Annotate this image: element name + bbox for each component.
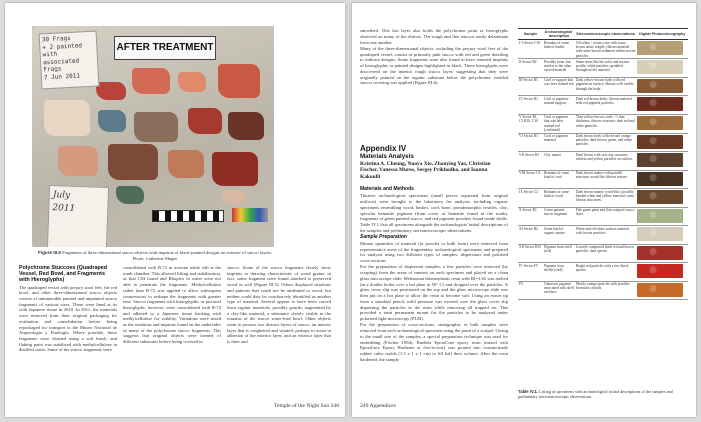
table-cell-sample: V Sector B1, C3 B10, C10	[518, 114, 543, 133]
table-cell-sample: XI Sector B2	[518, 226, 543, 245]
table-row	[518, 207, 688, 226]
table-cell-sample: IX Sector C2	[518, 189, 543, 208]
table-cell-photo	[636, 152, 688, 171]
book-gutter	[347, 3, 350, 417]
appendix-subtitle: Materials Analysis	[360, 153, 414, 160]
table-cell-desc: Remains of some kind of basket	[543, 40, 575, 59]
color-reference-bar	[232, 208, 268, 222]
table-cell-photo	[636, 244, 688, 263]
appendix-header	[360, 144, 508, 180]
table-cell-obs: Some areas like the color and texture profile; white particles sprinkled throughout the material.	[575, 59, 636, 78]
left-column-1	[19, 265, 117, 353]
table-cell-photo	[636, 281, 688, 300]
table-cell-desc: Cord or pigment-stained support	[543, 96, 575, 115]
table-cell-obs: Thin yellow-brown cords, ~1 mm thickness; fibrous structure; dark red and white particles.	[575, 114, 636, 133]
right-page-footer: 249 Appendices	[360, 403, 396, 409]
table-cell-obs: Dark brown with soft clay structure; whitish and yellow particles on surface.	[575, 152, 636, 171]
table-cell-sample: II Sector B2	[518, 59, 543, 78]
section-heading: Polychrome Stuccoes (Quadraped Vessel, Red Bowl, and Fragments with Hieroglyphs)	[19, 265, 108, 284]
table-cell-obs: Pale green paint and thin sculpted stucco layer.	[575, 207, 636, 226]
photomicrograph-thumbnail	[637, 60, 683, 74]
table-cell-photo	[636, 114, 688, 133]
table-cell-sample: XII Sector B10	[518, 244, 543, 263]
stucco-fragments-photo	[32, 26, 274, 247]
table-header: Archaeologists' description	[544, 30, 574, 39]
table-row	[518, 226, 688, 245]
continued-text: smoothed. This last layer also holds the polychrome paint or hieroglyphs observed on many of the objects. The rough and fine stuccos easily delaminate from one another. Many of the three-dimensional objects, including the perjury stool feet of the quadraped vessel, consist of primarily pink stucco with red and green detailing to indicate designs. Some fragments were also found to have retained imprints of hieroglyphic or painted designs highlighted in black. These hieroglyphs were discovered on the interior rough stucco layer, suggesting that they were originally painted on the organic substrate below the polychrome, molded stucco covering was applied (Figure III.6).	[360, 28, 508, 86]
table-cell-photo	[636, 226, 688, 245]
table-header: Sample	[518, 29, 543, 40]
table-cell-desc: Green painted stucco fragment	[543, 207, 575, 226]
table-row	[518, 281, 688, 300]
table-cell-sample: VI Sector B1	[518, 133, 543, 152]
table-cell-obs: Bright red particles with a few black specks.	[575, 263, 636, 282]
paragraph: consolidated with B-72 in acetone while still at the tomb chamber. This allowed lifting and stabilization, as that CM found and Rhoplex in water were not able to penetrate the fragments. Methylcellulose rather than B-72 was applied to allow subsequent conservators to reshape the fragments with greater ease. Stucco fragments with hieroglyphic or pictorial hieroglyphs, however, were consolidated with B-72 and adhered to a Japanese tissue backing with methylcellulose for stability. Variations were noted as the striations and imprints found on the undersides of many of the polychrome stucco fragments. This suggests that original objects were formed of different substrates before being covered in	[123, 265, 221, 345]
table-cell-photo	[636, 207, 688, 226]
table-cell-sample: VII Sector B1	[518, 152, 543, 171]
date-card: July 2011	[47, 185, 109, 247]
after-treatment-label: AFTER TREATMENT	[114, 36, 216, 60]
table-cell-photo	[636, 77, 688, 96]
specimen-table	[518, 28, 688, 300]
photomicrograph-thumbnail	[637, 135, 683, 149]
photomicrograph-thumbnail	[637, 283, 683, 297]
table-cell-obs: Dark red-brown body; fibrous material with red pigment particles.	[575, 96, 636, 115]
table-cell-sample: X Sector B1	[518, 207, 543, 226]
fragment-note-card: 30 Frags + 2 painted with associated Frags 7 Jun 2011	[39, 31, 100, 90]
paragraph: stucco. Some of the stucco fragments clearly show imprints or drawing characteristic of wood grains; in fact, some fragment were found attached to preserved wood as well (Figure III.5). Others displayed striations and patterns that could not be attributed to wood, but neither could they be conclusively identified as another type of material. Several appear to have been carved from organic materials, possibly gourds, augmented by a clay-like material, a substance clearly visible in the remains of the stucco water-bird bowl. Other objects seem to possess two distinct layers of stucco, an interior layer that is roughened and striated, perhaps to assist in adhesion of the exterior layer, and an exterior layer that is finer and	[227, 265, 331, 345]
photomicrograph-thumbnail	[637, 172, 683, 186]
table-cell-desc: Remains of some kind of cord	[543, 170, 575, 189]
table-cell-obs: Dark yellow-brown body with red pigment on surface; fibrous cells visible through the body.	[575, 77, 636, 96]
photomicrograph-thumbnail	[637, 116, 683, 130]
appendix-body: Materials and Methods Thirteen archaeological specimens (small pieces separated from original artifacts) were brought to the laboratory for analysis, including organic specimens resembling wood, basket, cord, bone, pseudomorphic textiles, clay, specular hematite pigment (from cover of hematite found in the tomb), fragments of green painted stucco, and red pigment powders found inside shells. Table IV.1 lists all specimens alongside the archaeologists' initial descriptions of the samples and preliminary stereomicroscopic observations. Sample Preparation Minute quantities of material (in powder or bulk form) were removed from representative areas of the fragmentary archaeological specimens and prepared for analysis using two different types of samples: dispersions and polished cross-sections. For the preparation of dispersion samples, a few particles were removed (by scraping) from the areas of interest on each specimen and placed on a clean glass microscope slide. Meltmount thermoplastic resin with RI=1.62 was melted (in a double boiler over a hot plate at 50° C) and dropped over the particles. A glass cover slip was positioned on the top and the glass microscope slide was then put on a hot plate to allow the resin to become soft. Using an eraser tip from a standard pencil, mild pressure was exerted over the glass cover slip dispersing the particles in the resin while removing all trapped air. This provided a semi permanent mount for the particles to be analyzed under polarized light microscopy (PLM). For the preparation of cross-sections, stratigraphic or bulk samples were removed from each archaeological specimen using the point of a scalpel. Owing to the small size of the samples, a special preparation technique was used for embedding (Fischer 1994). Buehler EpoxiCure epoxy resin (mixed with EpoxiCure Epoxy Hardener at five-to-one) was poured into custom-made rubber cubic molds (1.5 x 1 x 1 cm) to fill half their volume. After the resin hardened, the sample	[360, 186, 508, 362]
photomicrograph-thumbnail	[637, 79, 683, 93]
table-cell-obs: Dark brown matter; wood-like, possibly banded white and yellow material; some fibrous structures.	[575, 189, 636, 208]
table-cell-photo	[636, 133, 688, 152]
table-cell-obs: Dark brown matter with parallel structure; wood-like fibrous texture.	[575, 170, 636, 189]
left-column-2	[123, 265, 221, 345]
left-page	[5, 3, 345, 417]
appendix-authors: Kristina A. Cheung, Nuoya Xie, Zhaoying Yao, Christian Fischer, Vanessa Muros, Sergey Prikhodko, and Ioanna Kakoulli	[360, 161, 491, 180]
photomicrograph-thumbnail	[637, 190, 683, 204]
right-page	[352, 3, 696, 417]
photomicrograph-thumbnail	[637, 41, 683, 55]
table-cell-desc: Unknown pigment associated with shell necklace	[543, 281, 575, 300]
table-cell-desc: Cord or support that was later stained red	[543, 77, 575, 96]
table-cell-obs: White and off-white surface material with brown particles.	[575, 226, 636, 245]
table-cell-sample: P3	[518, 281, 543, 300]
table-cell-desc: Pigment from shell (red)	[543, 244, 575, 263]
table-cell-sample: IV Sector B1	[518, 96, 543, 115]
left-page-footer: Temple of the Night Sun 248	[273, 403, 339, 409]
table-row	[518, 263, 688, 282]
table-cell-desc: Cord or pigment that was later stained red (cochineal)	[543, 114, 575, 133]
table-row	[518, 133, 688, 152]
table-cell-photo	[636, 189, 688, 208]
table-cell-desc: Possibly bone, but similar to the other carved material	[543, 59, 575, 78]
table-cell-desc: Cord or pigment material	[543, 133, 575, 152]
table-row	[518, 114, 688, 133]
table-cell-obs: Dark brown body with red and orange particles; dark brown, green, and white particles.	[575, 133, 636, 152]
table-cell-photo	[636, 59, 688, 78]
photomicrograph-thumbnail	[637, 97, 683, 111]
table-row	[518, 59, 688, 78]
photomicrograph-thumbnail	[637, 153, 683, 167]
photomicrograph-thumbnail	[637, 264, 683, 278]
appendix-title: Appendix IV	[360, 144, 407, 153]
photomicrograph-thumbnail	[637, 246, 683, 260]
table-header: Digital Photomicrography	[636, 29, 688, 40]
table-caption: Table IV.1. Listing of specimens with archaeologists' initial descriptions of the samples and preliminary stereomicroscopic observations.	[518, 389, 673, 399]
table-row	[518, 77, 688, 96]
table-cell-photo	[636, 40, 688, 59]
table-cell-desc: Some kind of organic matter	[543, 226, 575, 245]
table-cell-sample: VIII Sector C4	[518, 170, 543, 189]
left-column-3	[227, 265, 331, 345]
figure-caption: Figure III.6 Fragments of three-dimensional stucco objects with imprints of black-painted designs on exterior of stucco layers. Photo: Catherine Magee	[38, 250, 272, 261]
table-row	[518, 40, 688, 59]
photomicrograph-thumbnail	[637, 209, 683, 223]
table-row	[518, 152, 688, 171]
table-row	[518, 244, 688, 263]
table-cell-photo	[636, 96, 688, 115]
table-cell-sample: P1 Sector F5	[518, 263, 543, 282]
photomicrograph-thumbnail	[637, 227, 683, 241]
table-row	[518, 189, 688, 208]
table-cell-desc: Pigment from shell(s) (red)	[543, 263, 575, 282]
photo-scale-bar	[152, 210, 224, 222]
table-cell-desc: Clay matter	[543, 152, 575, 171]
table-cell-obs: Off-white / cream color with some brown areas; fragile, fibrous material with some brown sediment within woven particles.	[575, 40, 636, 58]
paragraph: The quadraped vessel with perjury stool feet, the red bowl, and other three-dimensional stucco objects consist of innumerable painted and unpainted stucco fragments of various sizes. These were lined at its with Japanese tissue in 2010. In 2011, the materials were removed from their original packaging for evaluation and consolidation before being repackaged for transport to the Museo Nacional de Arqueología y Etnología. Where possible, these fragments were cleaned using a soft brush, and flaking paint was stabilized with methylcellulose in distilled water. Some of the stucco fragments were	[19, 284, 117, 353]
table-cell-obs: Loosely compacted thick red and brown particles; dark specks.	[575, 244, 636, 263]
table-cell-photo	[636, 263, 688, 282]
table-header: Stereomicroscopic observations	[575, 29, 636, 40]
table-cell-sample: III Sector B1	[518, 77, 543, 96]
table-row	[518, 96, 688, 115]
table-cell-sample: I-1 Sector C10	[518, 40, 543, 59]
table-cell-obs: Mostly orange particles with possible brownish crystals.	[575, 281, 636, 300]
table-cell-desc: Remains of some kind of wood	[543, 189, 575, 208]
table-row	[518, 170, 688, 189]
table-cell-photo	[636, 170, 688, 189]
